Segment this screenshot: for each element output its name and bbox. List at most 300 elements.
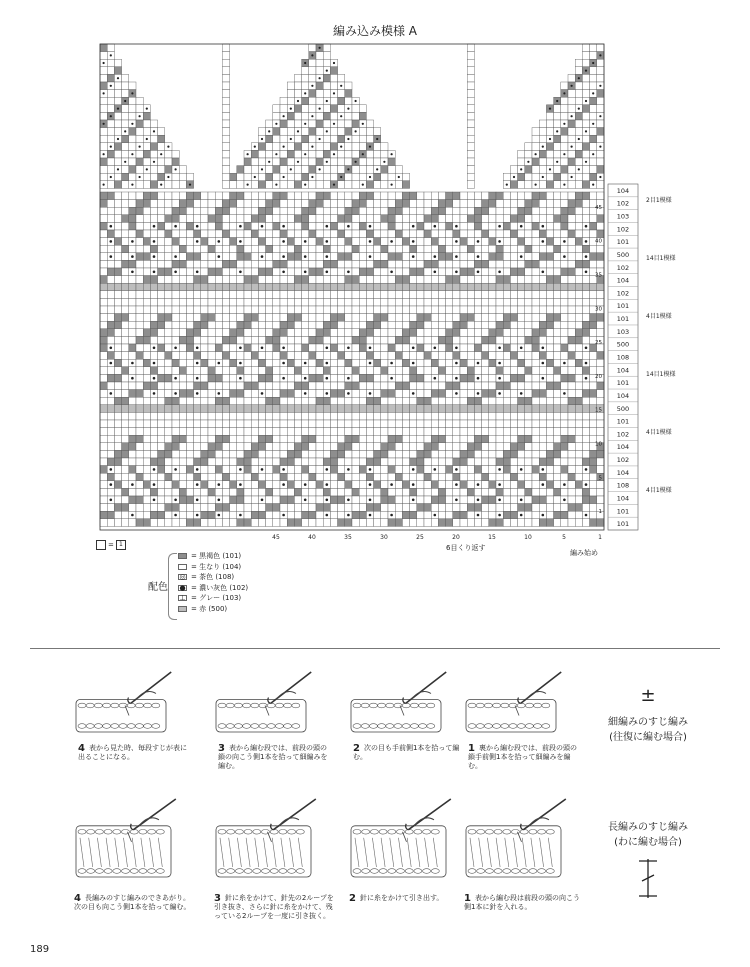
chart-cell xyxy=(424,435,431,443)
chart-cell xyxy=(338,504,345,512)
chart-cell xyxy=(179,283,186,291)
chart-cell xyxy=(532,367,539,375)
chart-cell xyxy=(539,504,546,512)
chart-peak-cell xyxy=(352,166,359,174)
chart-dot xyxy=(189,184,191,186)
chart-cell xyxy=(338,215,345,223)
chart-cell xyxy=(316,374,323,382)
chart-cell xyxy=(438,450,445,458)
chart-cell xyxy=(294,390,301,398)
legend-item xyxy=(178,562,248,573)
chart-cell xyxy=(251,306,258,314)
chart-cell xyxy=(424,382,431,390)
chart-cell xyxy=(294,298,301,306)
chart-cell xyxy=(266,276,273,284)
chart-cell xyxy=(582,306,589,314)
chart-cell xyxy=(158,359,165,367)
chart-cell xyxy=(122,329,129,337)
chart-cell xyxy=(352,192,359,200)
chart-cell xyxy=(294,222,301,230)
chart-cell xyxy=(561,367,568,375)
chart-cell xyxy=(237,496,244,504)
chart-dot xyxy=(110,483,113,486)
chart-cell xyxy=(323,298,330,306)
chart-cell xyxy=(410,405,417,413)
chart-cell xyxy=(208,200,215,208)
chart-cell xyxy=(510,260,517,268)
chart-cell xyxy=(330,405,337,413)
chart-cell xyxy=(482,488,489,496)
chart-cell xyxy=(222,344,229,352)
chart-cell xyxy=(374,314,381,322)
chart-cell xyxy=(136,488,143,496)
chart-cell xyxy=(230,344,237,352)
chart-cell xyxy=(143,496,150,504)
chart-peak-cell xyxy=(100,135,107,143)
chart-cell xyxy=(338,245,345,253)
chart-cell xyxy=(431,420,438,428)
chart-peak-cell xyxy=(352,150,359,158)
chart-cell xyxy=(201,245,208,253)
chart-cell xyxy=(460,306,467,314)
row-number: 40 xyxy=(595,238,602,245)
chart-cell xyxy=(194,397,201,405)
chart-dot xyxy=(218,255,221,258)
chart-cell xyxy=(107,245,114,253)
chart-cell xyxy=(179,458,186,466)
chart-cell xyxy=(417,314,424,322)
chart-cell xyxy=(575,405,582,413)
chart-dot xyxy=(542,377,545,380)
chart-cell xyxy=(474,352,481,360)
chart-cell xyxy=(453,260,460,268)
chart-cell xyxy=(165,215,172,223)
chart-cell xyxy=(280,192,287,200)
chart-cell xyxy=(172,352,179,360)
chart-cell xyxy=(258,420,265,428)
dc-rib-symbol-block xyxy=(588,820,708,905)
chart-cell xyxy=(266,397,273,405)
chart-cell xyxy=(194,245,201,253)
chart-cell xyxy=(510,215,517,223)
chart-cell xyxy=(179,321,186,329)
chart-dot xyxy=(304,123,306,125)
chart-cell xyxy=(496,504,503,512)
chart-cell xyxy=(460,352,467,360)
chart-cell xyxy=(359,207,366,215)
chart-cell xyxy=(474,260,481,268)
chart-cell xyxy=(417,412,424,420)
chart-cell xyxy=(208,374,215,382)
chart-cell xyxy=(114,329,121,337)
chart-cell xyxy=(186,215,193,223)
chart-cell xyxy=(323,473,330,481)
chart-peak-cell xyxy=(510,181,517,189)
chart-cell xyxy=(266,283,273,291)
chart-cell xyxy=(539,496,546,504)
chart-cell xyxy=(518,215,525,223)
chart-cell xyxy=(222,496,229,504)
chart-cell xyxy=(165,260,172,268)
chart-cell xyxy=(143,382,150,390)
chart-peak-cell xyxy=(294,166,301,174)
chart-cell xyxy=(489,336,496,344)
chart-cell xyxy=(446,412,453,420)
chart-cell xyxy=(395,260,402,268)
chart-cell xyxy=(561,382,568,390)
chart-peak-cell xyxy=(237,181,244,189)
chart-cell xyxy=(309,504,316,512)
chart-dot xyxy=(290,168,292,170)
chart-peak-cell xyxy=(518,173,525,181)
chart-cell xyxy=(186,352,193,360)
chart-peak-cell xyxy=(158,158,165,166)
chart-peak-cell xyxy=(323,135,330,143)
chart-cell xyxy=(374,306,381,314)
chart-cell xyxy=(215,473,222,481)
chart-cell xyxy=(194,435,201,443)
chart-peak-cell xyxy=(309,44,316,52)
chart-cell xyxy=(474,192,481,200)
chart-cell xyxy=(129,488,136,496)
chart-cell xyxy=(388,435,395,443)
chart-cell xyxy=(158,336,165,344)
chart-dot xyxy=(390,483,393,486)
chart-dot xyxy=(563,123,565,125)
chart-dot xyxy=(196,392,199,395)
chart-cell xyxy=(482,428,489,436)
chart-cell xyxy=(230,466,237,474)
chart-cell xyxy=(561,466,568,474)
repeat-note-side: 2目1模様 xyxy=(646,197,672,204)
chart-cell xyxy=(532,405,539,413)
chart-cell xyxy=(482,276,489,284)
chart-cell xyxy=(395,253,402,261)
chart-peak-cell xyxy=(597,128,604,136)
chart-cell xyxy=(251,511,258,519)
chart-cell xyxy=(158,450,165,458)
chart-cell xyxy=(136,291,143,299)
chart-peak-cell xyxy=(330,112,337,120)
chart-peak-cell xyxy=(366,128,373,136)
chart-cell xyxy=(489,283,496,291)
chart-cell xyxy=(388,420,395,428)
chart-cell xyxy=(215,519,222,527)
chart-cell xyxy=(345,276,352,284)
chart-cell xyxy=(186,306,193,314)
chart-peak-cell xyxy=(582,173,589,181)
chart-cell xyxy=(158,352,165,360)
chart-cell xyxy=(107,382,114,390)
chart-cell xyxy=(431,260,438,268)
chart-cell xyxy=(460,298,467,306)
chart-cell xyxy=(330,260,337,268)
chart-cell xyxy=(316,420,323,428)
chart-cell xyxy=(568,298,575,306)
chart-dot xyxy=(391,184,393,186)
chart-cell xyxy=(410,412,417,420)
chart-cell xyxy=(273,473,280,481)
chart-cell xyxy=(395,283,402,291)
chart-peak-cell xyxy=(597,150,604,158)
chart-cell xyxy=(359,428,366,436)
chart-cell xyxy=(503,298,510,306)
chart-peak-cell xyxy=(287,120,294,128)
chart-cell xyxy=(374,382,381,390)
chart-cell xyxy=(388,283,395,291)
chart-cell xyxy=(532,344,539,352)
chart-cell xyxy=(179,443,186,451)
chart-cell xyxy=(237,367,244,375)
chart-cell xyxy=(129,336,136,344)
chart-cell xyxy=(338,260,345,268)
chart-cell xyxy=(395,511,402,519)
chart-dot xyxy=(326,225,329,228)
chart-cell xyxy=(467,458,474,466)
chart-cell xyxy=(136,222,143,230)
chart-cell xyxy=(107,268,114,276)
chart-cell xyxy=(330,450,337,458)
chart-cell xyxy=(251,321,258,329)
chart-spike-cell xyxy=(467,90,474,98)
chart-cell xyxy=(366,367,373,375)
chart-peak-cell xyxy=(107,181,114,189)
chart-peak-cell xyxy=(158,128,165,136)
chart-cell xyxy=(251,238,258,246)
chart-cell xyxy=(431,443,438,451)
chart-cell xyxy=(467,207,474,215)
chart-dot xyxy=(239,483,242,486)
chart-cell xyxy=(518,519,525,527)
chart-peak-cell xyxy=(122,166,129,174)
chart-cell xyxy=(453,428,460,436)
chart-peak-cell xyxy=(100,82,107,90)
chart-cell xyxy=(129,405,136,413)
chart-cell xyxy=(539,245,546,253)
chart-cell xyxy=(388,276,395,284)
chart-cell xyxy=(482,367,489,375)
chart-peak-cell xyxy=(345,173,352,181)
chart-dot xyxy=(563,392,566,395)
chart-peak-cell xyxy=(561,105,568,113)
chart-cell xyxy=(424,344,431,352)
chart-cell xyxy=(230,215,237,223)
chart-dot xyxy=(311,146,313,148)
chart-cell xyxy=(237,276,244,284)
chart-dot xyxy=(578,138,580,140)
chart-cell xyxy=(482,412,489,420)
chart-cell xyxy=(330,435,337,443)
chart-cell xyxy=(374,466,381,474)
chart-cell xyxy=(330,473,337,481)
chart-cell xyxy=(237,245,244,253)
chart-cell xyxy=(345,253,352,261)
chart-cell xyxy=(150,420,157,428)
chart-cell xyxy=(114,519,121,527)
chart-peak-cell xyxy=(129,158,136,166)
chart-cell xyxy=(100,344,107,352)
chart-cell xyxy=(215,245,222,253)
chart-cell xyxy=(525,450,532,458)
chart-cell xyxy=(266,473,273,481)
color-code-label: 104 xyxy=(616,494,630,503)
chart-spike-cell xyxy=(467,82,474,90)
chart-cell xyxy=(381,450,388,458)
chart-cell xyxy=(381,405,388,413)
row-number: 35 xyxy=(595,272,602,279)
chart-peak-cell xyxy=(136,135,143,143)
chart-cell xyxy=(129,435,136,443)
chart-peak-cell xyxy=(230,181,237,189)
chart-cell xyxy=(179,207,186,215)
chart-cell xyxy=(194,298,201,306)
chart-peak-cell xyxy=(150,120,157,128)
chart-cell xyxy=(129,428,136,436)
chart-peak-cell xyxy=(172,150,179,158)
chart-cell xyxy=(424,488,431,496)
chart-cell xyxy=(388,473,395,481)
chart-cell xyxy=(309,283,316,291)
step-number: 1 xyxy=(468,743,475,754)
chart-cell xyxy=(582,405,589,413)
chart-cell xyxy=(330,488,337,496)
chart-dot xyxy=(110,146,112,148)
chart-dot xyxy=(282,377,285,380)
chart-peak-cell xyxy=(309,150,316,158)
chart-peak-cell xyxy=(554,135,561,143)
color-code-label: 104 xyxy=(616,468,630,477)
chart-cell xyxy=(201,352,208,360)
chart-cell xyxy=(258,298,265,306)
chart-cell xyxy=(323,321,330,329)
chart-dot xyxy=(297,130,299,132)
chart-peak-cell xyxy=(172,173,179,181)
chart-dot xyxy=(369,362,372,365)
chart-dot xyxy=(412,347,415,350)
chart-cell xyxy=(410,207,417,215)
chart-dot xyxy=(477,271,480,274)
chart-dot xyxy=(131,123,133,125)
chart-cell xyxy=(597,215,604,223)
chart-cell xyxy=(208,473,215,481)
chart-cell xyxy=(251,473,258,481)
chart-cell xyxy=(143,260,150,268)
chart-cell xyxy=(381,488,388,496)
chart-peak-cell xyxy=(532,135,539,143)
chart-cell xyxy=(316,496,323,504)
chart-cell xyxy=(561,291,568,299)
chart-peak-cell xyxy=(266,135,273,143)
chart-cell xyxy=(244,260,251,268)
chart-cell xyxy=(467,230,474,238)
chart-cell xyxy=(381,215,388,223)
chart-cell xyxy=(158,473,165,481)
chart-dot xyxy=(434,347,437,350)
chart-cell xyxy=(424,291,431,299)
chart-cell xyxy=(510,268,517,276)
chart-cell xyxy=(316,253,323,261)
chart-cell xyxy=(546,466,553,474)
chart-dot xyxy=(311,115,313,117)
chart-cell xyxy=(158,519,165,527)
chart-cell xyxy=(510,352,517,360)
chart-cell xyxy=(194,207,201,215)
chart-peak-cell xyxy=(539,135,546,143)
chart-cell xyxy=(114,511,121,519)
chart-dot xyxy=(578,108,580,110)
chart-cell xyxy=(374,222,381,230)
chart-spike-cell xyxy=(467,52,474,60)
chart-dot xyxy=(283,176,285,178)
chart-cell xyxy=(453,192,460,200)
chart-cell xyxy=(446,481,453,489)
chart-cell xyxy=(460,238,467,246)
chart-cell xyxy=(575,215,582,223)
chart-cell xyxy=(402,496,409,504)
chart-peak-cell xyxy=(352,181,359,189)
chart-cell xyxy=(237,336,244,344)
chart-cell xyxy=(546,336,553,344)
chart-cell xyxy=(237,306,244,314)
chart-peak-cell xyxy=(582,120,589,128)
chart-cell xyxy=(568,329,575,337)
chart-dot xyxy=(103,92,105,94)
chart-cell xyxy=(280,283,287,291)
chart-cell xyxy=(165,504,172,512)
chart-cell xyxy=(431,504,438,512)
chart-cell xyxy=(546,200,553,208)
chart-cell xyxy=(330,382,337,390)
chart-cell xyxy=(597,450,604,458)
chart-peak-cell xyxy=(338,120,345,128)
chart-cell xyxy=(554,382,561,390)
chart-dot xyxy=(174,468,177,471)
chart-cell xyxy=(179,253,186,261)
chart-cell xyxy=(266,504,273,512)
chart-cell xyxy=(114,276,121,284)
chart-dot xyxy=(153,271,156,274)
chart-cell xyxy=(417,458,424,466)
chart-cell xyxy=(316,405,323,413)
chart-cell xyxy=(374,215,381,223)
dc-rib-step-caption xyxy=(74,894,194,912)
chart-cell xyxy=(482,458,489,466)
chart-cell xyxy=(251,298,258,306)
chart-cell xyxy=(294,405,301,413)
chart-cell xyxy=(107,283,114,291)
chart-cell xyxy=(582,352,589,360)
chart-cell xyxy=(503,390,510,398)
chart-dot xyxy=(326,362,329,365)
chart-dot xyxy=(139,146,141,148)
chart-cell xyxy=(489,222,496,230)
chart-cell xyxy=(230,245,237,253)
chart-cell xyxy=(460,382,467,390)
chart-cell xyxy=(546,390,553,398)
chart-cell xyxy=(251,268,258,276)
chart-dot xyxy=(347,468,350,471)
chart-dot xyxy=(174,271,177,274)
chart-cell xyxy=(525,215,532,223)
chart-peak-cell xyxy=(568,74,575,82)
chart-cell xyxy=(525,435,532,443)
chart-dot xyxy=(218,362,221,365)
chart-cell xyxy=(489,496,496,504)
chart-cell xyxy=(215,283,222,291)
chart-cell xyxy=(309,488,316,496)
chart-cell xyxy=(352,245,359,253)
chart-cell xyxy=(460,245,467,253)
